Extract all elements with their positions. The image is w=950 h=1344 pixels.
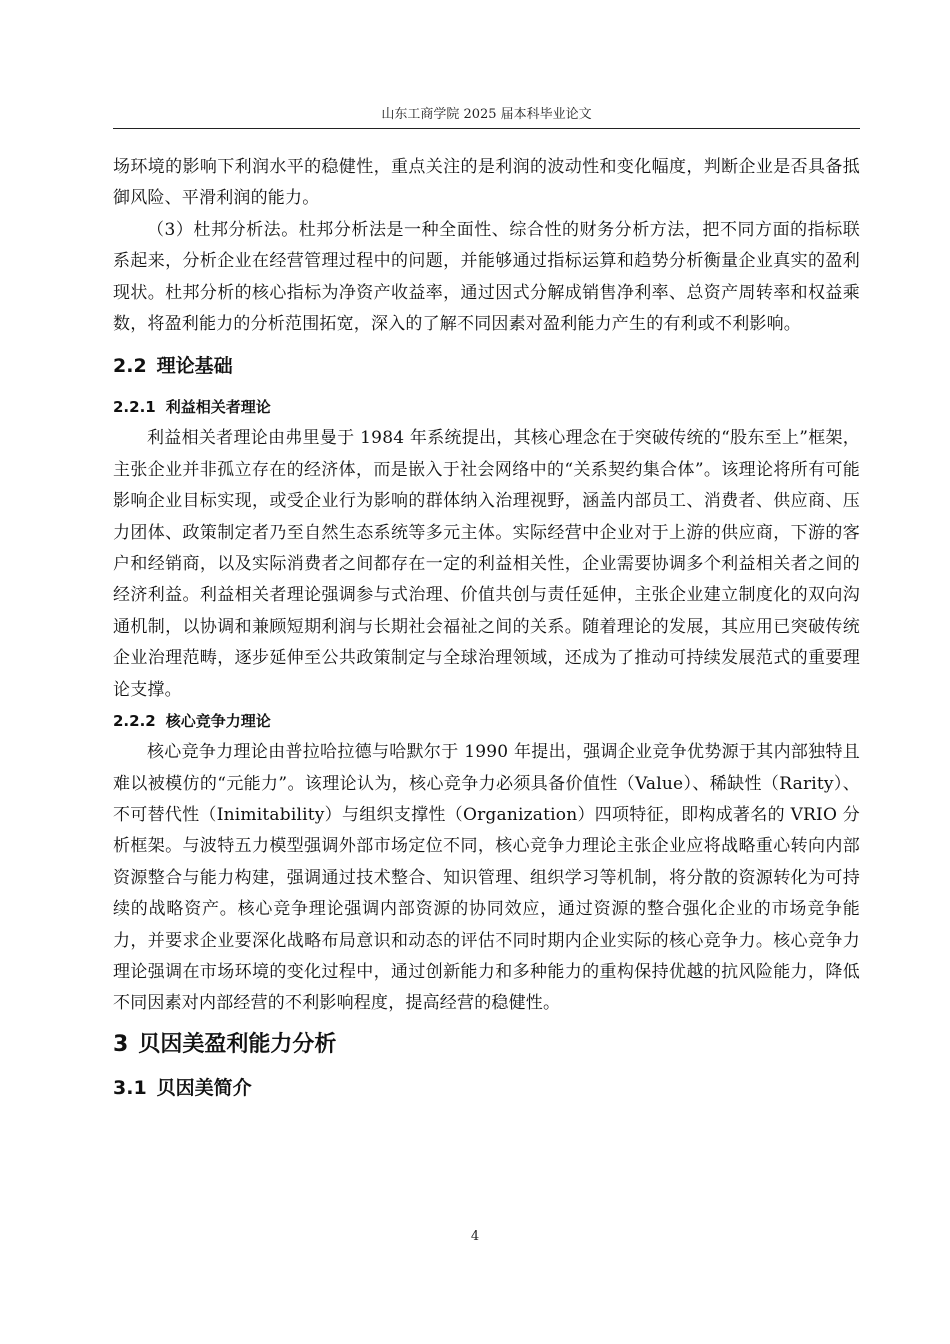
- paragraph-stakeholder-theory: 利益相关者理论由弗里曼于 1984 年系统提出，其核心理念在于突破传统的“股东至上”框架，主张企业并非孤立存在的经济体，而是嵌入于社会网络中的“关系契约集合体”。该理论将所有可能影响企业目标实现，或受企业行为影响的群体纳入治理视野，涵盖内部员工、消费者、供应商、压力团体、政策制定者乃至自然生态系统等多元主体。实际经营中企业对于上游的供应商，下游的客户和经销商，以及实际消费者之间都存在一定的利益相关性，企业需要协调多个利益相关者之间的经济利益。利益相关者理论强调参与式治理、价值共创与责任延伸，主张企业建立制度化的双向沟通机制，以协调和兼顾短期利润与长期社会福祉之间的关系。随着理论的发展，其应用已突破传统企业治理范畴，逐步延伸至公共政策制定与全球治理领域，还成为了推动可持续发展范式的重要理论支撑。: [113, 428, 860, 700]
- section-title: 贝因美简介: [156, 1076, 252, 1099]
- page-header: 山东工商学院 2025 届本科毕业论文: [381, 107, 592, 122]
- page-body: [113, 152, 860, 1114]
- section-heading-3-1: [113, 1072, 860, 1104]
- section-heading-2-2-2: [113, 706, 860, 737]
- section-heading-2-2-1: [113, 392, 860, 423]
- chapter-heading-3: [113, 1028, 860, 1062]
- paragraph-dupont-analysis: （3）杜邦分析法。杜邦分析法是一种全面性、综合性的财务分析方法，把不同方面的指标联系起来，分析企业在经营管理过程中的问题，并能够通过指标运算和趋势分析衡量企业真实的盈利现状。杜邦分析的核心指标为净资产收益率，通过因式分解成销售净利率、总资产周转率和权益乘数，将盈利能力的分析范围拓宽，深入的了解不同因素对盈利能力产生的有利或不利影响。: [113, 219, 860, 335]
- section-number: 2.2.2: [113, 712, 156, 731]
- section-number: 2.2: [113, 355, 147, 378]
- section-title: 理论基础: [156, 355, 233, 378]
- section-number: 3.1: [113, 1076, 147, 1099]
- paragraph-continuation: 场环境的影响下利润水平的稳健性，重点关注的是利润的波动性和变化幅度，判断企业是否具备抵御风险、平滑利润的能力。: [113, 157, 860, 209]
- section-title: 核心竞争力理论: [165, 712, 271, 731]
- section-heading-2-2: [113, 350, 860, 382]
- header-divider: [113, 128, 860, 129]
- section-number: 3: [113, 1031, 129, 1057]
- section-title: 利益相关者理论: [165, 398, 271, 417]
- paragraph-core-competence-theory: 核心竞争力理论由普拉哈拉德与哈默尔于 1990 年提出，强调企业竞争优势源于其内部独特且难以被模仿的“元能力”。该理论认为，核心竞争力必须具备价值性（Value）、稀缺性（Rarity）、不可替代性（Inimitability）与组织支撑性（Organization）四项特征，即构成著名的 VRIO 分析框架。与波特五力模型强调外部市场定位不同，核心竞争力理论主张企业应将战略重心转向内部资源整合与能力构建，强调通过技术整合、知识管理、组织学习等机制，将分散的资源转化为可持续的战略资产。核心竞争理论强调内部资源的协同效应，通过资源的整合强化企业的市场竞争能力，并要求企业要深化战略布局意识和动态的评估不同时期内企业实际的核心竞争力。核心竞争力理论强调在市场环境的变化过程中，通过创新能力和多种能力的重构保持优越的抗风险能力，降低不同因素对内部经营的不利影响程度，提高经营的稳健性。: [113, 742, 860, 1014]
- section-title: 贝因美盈利能力分析: [138, 1031, 337, 1057]
- section-number: 2.2.1: [113, 398, 156, 417]
- page-number: 4: [470, 1229, 480, 1244]
